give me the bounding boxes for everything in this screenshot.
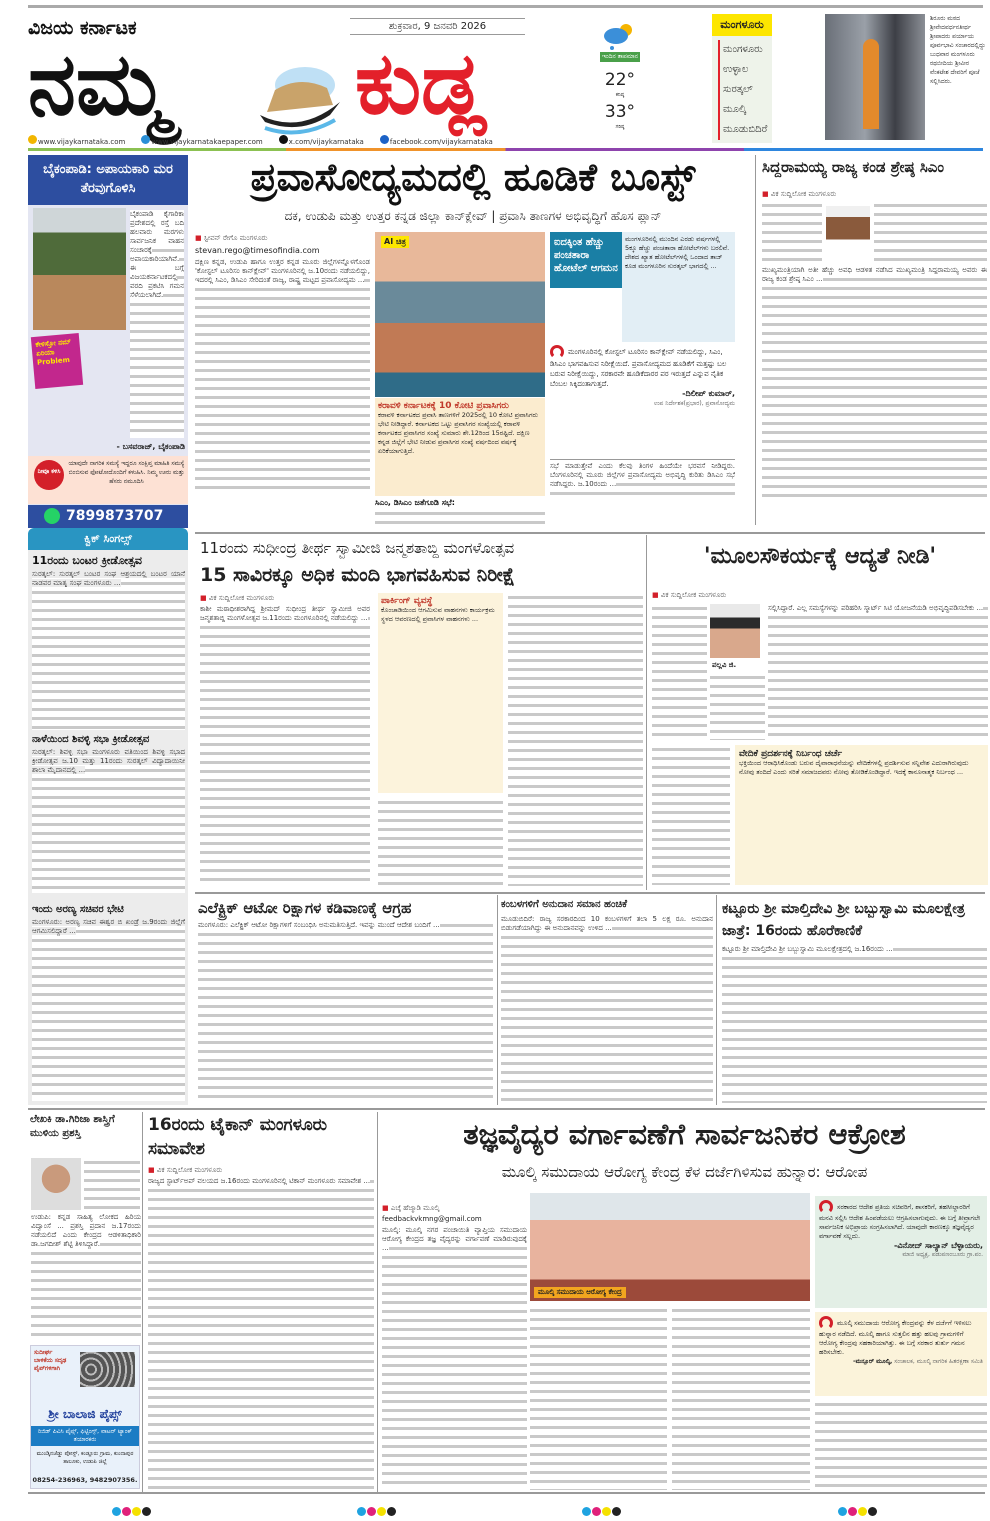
cm-body-right [874, 201, 987, 263]
brand-logo: ವಿಜಯ ಕರ್ನಾಟಕ [28, 17, 137, 39]
registration-marks [112, 1501, 152, 1520]
tourism-body-cont [375, 509, 545, 527]
kattooru-story [722, 898, 987, 1103]
infra-headline: 'ಮೂಲಸೌಕರ್ಯಕ್ಕೆ ಆದ್ಯತೆ ನೀಡಿ' [703, 544, 937, 569]
infra-body-left [652, 745, 730, 885]
divider [28, 1108, 985, 1110]
temple-photo-caption: ಶಿರೂರು ಮಠದ ಶ್ರೀವೇದವರ್ಧನತೀರ್ಥ ಶ್ರೀಪಾದರು ಪರ್ಯಾಯ ಪೂರ್ವಭಾವಿ ಸಂಚಾರದಲ್ಲಿದ್ದು ಬುಧವಾರ ಮಂಗಳೂರು ರಥಬೀದಿಯ ಶ್ರೀವೀರ ವೆಂಕಟೇಶ ದೇವರಿಗೆ ಪೂಜೆ ಸಲ್ಲಿಸಿದರು. [930, 15, 986, 85]
cm-byline: ■ ವಿಕ ಸುದ್ದಿಲೋಕ ಮಂಗಳೂರು [762, 189, 836, 199]
cm-photo [826, 206, 870, 262]
whatsapp-bar[interactable]: 7899873707 [28, 505, 188, 528]
quick-single-body: ಸುರತ್ಕಲ್: ಶಿವಳ್ಳಿ ಸಭಾ ಮಂಗಳೂರು ವತಿಯಿಂದ ಶಿವಳ್ಳಿ ಸಭಾದ ಕ್ರೀಡೋತ್ಸವ ಜ.10 ಮತ್ತು 11ರಂದು ಸುರತ್ಕಲ್ ವಿದ್ಯಾದಾಯಿನೀ ಶಾಲಾ ಮೈದಾನದಲ್ಲಿ ... [32, 748, 185, 893]
author-photo [31, 1158, 81, 1210]
social-links [28, 135, 493, 147]
doctors-body: ಮೂಲ್ಕಿ: ಮೂಲ್ಕಿ ನಗರ ಪಂಚಾಯಿತಿ ವ್ಯಾಪ್ತಿಯ ಸಮುದಾಯ ಆರೋಗ್ಯ ಕೇಂದ್ರದ ತಜ್ಞ ವೈದ್ಯರನ್ನು ವರ್ಗಾವಣೆ ಮಾಡಿರುವುದಕ್ಕೆ ... [382, 1226, 527, 1490]
hotel-box-title: ಐದಕ್ಕಿಂತ ಹೆಚ್ಚು ಪಂಚತಾರಾ ಹೋಟೆಲ್ ಆಗಮನ [550, 232, 622, 288]
complaint-body: ಬೈಕಂಪಾಡಿ ಕೈಗಾರಿಕಾ ಪ್ರದೇಶದಲ್ಲಿ ರಸ್ತೆ ಬದಿ ಹಲವಾರು ಮರಗಳು ಸಾರ್ವಜನಿಕ ವಾಹನ ಸಂಚಾರಕ್ಕೆ ಅಪಾಯಕಾರಿಯಾಗಿವೆ. ಈ ಬಗ್ಗೆ ವಿಜಯಕರ್ನಾಟಕದಲ್ಲಿ ವರದಿ ಪ್ರಕಟಿಸಿ ಗಮನ ಸೆಳೆಯಲಾಗಿದೆ. [130, 210, 184, 438]
ad-phone: 08254-236963, 9482907356. [32, 1476, 138, 1484]
caption-title: ಕರಾವಳಿ ಕರ್ನಾಟಕಕ್ಕೆ 10 ಕೋಟಿ ಪ್ರವಾಸಿಗರು [378, 401, 509, 411]
auto-body: ಮಂಗಳೂರು: ಎಲೆಕ್ಟ್ರಿಕ್ ಆಟೋ ರಿಕ್ಷಾಗಳಿಗೆ ಸಂಬಂಧಿಸಿ ಅನುಮತಿಸುತ್ತಿದೆ. ಇವನ್ನು ಮುಂದೆ ಆದೇಶ ಬಂದಿಗೆ ... [198, 921, 493, 1103]
date-line: ಶುಕ್ರವಾರ, 9 ಜನವರಿ 2026 [350, 18, 525, 35]
tourism-caption-box [375, 398, 545, 496]
quote-attribution [819, 1357, 983, 1366]
edition-place: ಮೂಡುಬಿದಿರೆ [718, 120, 772, 140]
x-link[interactable]: x.com/vijaykarnataka [279, 135, 364, 147]
caption-body: ಕರಾವಳಿ ಕರ್ನಾಟಕದ ಪ್ರವಾಸಿ ತಾಣಗಳಿಗೆ 2025ರಲ್ಲಿ 10 ಕೋಟಿ ಪ್ರವಾಸಿಗರು ಭೇಟಿ ನೀಡಿದ್ದಾರೆ. ಕರ್ನಾಟಕದ ಒಟ್ಟು ಪ್ರವಾಸಿಗರ ಸಂಖ್ಯೆಯಲ್ಲಿ ಕರಾವಳಿ ಕರ್ನಾಟಕದ ಪ್ರವಾಸಿಗರ ಸಂಖ್ಯೆ ಸುಮಾರು ಶೇ.12ರಿಂದ 15ರಷ್ಟಿದೆ. ದಕ್ಷಿಣ ಕನ್ನಡ ಜಿಲ್ಲೆಗೆ ಭೇಟಿ ನೀಡುವ ಪ್ರವಾಸಿಗರ ಸಂಖ್ಯೆ ವರ್ಷದಿಂದ ವರ್ಷಕ್ಕೆ ಏರಿಕೆಯಾಗುತ್ತಿದೆ. [378, 411, 538, 455]
rain-cloud-sun-icon [598, 20, 638, 50]
divider [497, 895, 498, 1105]
registration-marks [357, 1501, 397, 1520]
jubilee-body: ಕಾಶೀ ಮಠಾಧೀಶರಾಗಿದ್ದ ಶ್ರೀಮದ್ ಸುಧೀಂದ್ರ ತೀರ್ಥ ಸ್ವಾಮೀಜಿ ಅವರ ಜನ್ಮಶತಾಬ್ದಿ ಮಂಗಳೋತ್ಸವ ಜ.11ರಂದು ಮಂಗಳೂರಿನಲ್ಲಿ ನಡೆಯಲಿದ್ದು ... [200, 605, 370, 886]
jubilee-body-cont [378, 798, 503, 886]
coastal-ai-image [375, 232, 545, 397]
parking-body: ಕೊಂಚಾಡಿಯಿಂದ ಆಗಮಿಸುವ ವಾಹನಗಳು ಕಾರ್ಯಕ್ರಮ ಸ್ಥಳದ ಆವರಣದಲ್ಲಿ ಪ್ರವಾಸಿಗಳ ವಾಹನಗಳು ... [381, 606, 495, 623]
tourism-subsection: ಸಿಎಂ, ಡಿಸಿಎಂ ಜತೆಗೂಡಿ ಸಭೆ: [375, 498, 455, 507]
tourism-quote: ಮಂಗಳೂರಿನಲ್ಲಿ ಕೋಸ್ಟಲ್ ಟೂರಿಸಂ ಕಾನ್‌ಕ್ಲೇವ್ ನಡೆಯಲಿದ್ದು, ಸಿಎಂ, ಡಿಸಿಎಂ ಭಾಗವಹಿಸುವ ನಿರೀಕ್ಷೆಯಿದೆ. ಪ್ರವಾಸೋದ್ಯಮದ ಹೂಡಿಕೆಗೆ ಮತ್ತಷ್ಟು ಬಲ ಬರುವ ನಿರೀಕ್ಷೆಯಿದ್ದು, ಸರಕಾರವೇ ಹೂಡಿಕೆದಾರರ ಪರ ಇರುತ್ತದೆ ಎನ್ನುವ ನೈತಿಕ ಬೆಂಬಲ ಸಿಕ್ಕಿದಂತಾಗುತ್ತದೆ. -ದಿಲೀಪ್ ಕುಮಾರ್, ಉಪ ನಿರ್ದೇಶಕ(ಪ್ರಭಾರ), ಪ್ರವಾಸೋದ್ಯಮ [550, 345, 735, 409]
temp-min: 22° [604, 70, 636, 90]
quote-author: -ವಿನೋದ್ ಸಾಲ್ಯಾನ್ ಬೆಳ್ಳಾಯರು, [893, 1241, 983, 1250]
kambala-story [501, 898, 713, 1103]
doctors-email[interactable]: feedbackvkmng@gmail.com [382, 1215, 482, 1223]
divider [716, 895, 717, 1105]
quote-icon [550, 345, 564, 359]
tycon-body: ರಾಜ್ಯದ ಸ್ಟಾರ್ಟ್‌ಅಪ್ ವಲಯದ ಜ.16ರಂದು ಮಂಗಳೂರಿನಲ್ಲಿ ಟಿಕಾನ್ ಮಂಗಳೂರು ಸಮಾವೇಶ ... [148, 1177, 374, 1490]
temp-max: 33° [604, 102, 636, 122]
edition-place: ಉಳ್ಳಾಲ [718, 60, 772, 80]
quick-single-title: ನಾಳೆಯಿಂದ ಶಿವಳ್ಳಿ ಸಭಾ ಕ್ರೀಡೋತ್ಸವ [32, 734, 150, 745]
doctors-body-col3 [672, 1306, 810, 1490]
quote-icon [819, 1200, 833, 1214]
quick-single-title: 11ರಂದು ಬಂಟರ ಕ್ರೀಡೋತ್ಸವ [32, 554, 142, 567]
complaint-author: - ಬಸವರಾಜ್, ಬೈಕಂಪಾಡಿ [116, 442, 185, 451]
edition-place: ಮೂಲ್ಕಿ [718, 100, 772, 120]
temp-max-label: ಗರಿಷ್ಠ [615, 124, 625, 130]
edition-places [712, 36, 772, 143]
kattooru-body: ಕಟ್ಟೂರು ಶ್ರೀ ಮಾಲ್ತಿದೇವಿ ಶ್ರೀ ಬಬ್ಬುಸ್ವಾಮಿ ಮೂಲಕ್ಷೇತ್ರದಲ್ಲಿ ಜ.16ರಂದು ... [722, 945, 987, 1103]
epaper-link[interactable]: www.vijaykarnatakaepaper.com [141, 135, 262, 147]
registration-marks [582, 1501, 622, 1520]
jubilee-body-col3 [508, 593, 643, 886]
whatsapp-icon [44, 508, 60, 524]
divider [755, 155, 756, 525]
divider [142, 1112, 143, 1492]
infra-body-col2 [710, 673, 765, 740]
quote-author: -ದಿಲೀಪ್ ಕುಮಾರ್, [682, 389, 735, 398]
cm-headline: ಸಿದ್ದರಾಮಯ್ಯ ರಾಜ್ಯ ಕಂಡ ಶ್ರೇಷ್ಠ ಸಿಎಂ [762, 158, 945, 176]
cm-body-cont: ಮುಖ್ಯಮಂತ್ರಿಯಾಗಿ ಅತೀ ಹೆಚ್ಚು ಅವಧಿ ಆಡಳಿತ ನಡೆಸಿದ ಮುಖ್ಯಮಂತ್ರಿ ಸಿದ್ದರಾಮಯ್ಯ ಅವರು ಈ ರಾಜ್ಯ ಕಂಡ ಶ್ರೇಷ್ಠ ಸಿಎಂ ... [762, 266, 987, 500]
weather-label: ಇಂದಿನ ತಾಪಮಾನ [600, 52, 640, 62]
divider [646, 535, 647, 890]
color-rule [28, 148, 983, 151]
complaint-title: ಬೈಕಂಪಾಡಿ: ಅಪಾಯಕಾರಿ ಮರ ತೆರವುಗೊಳಿಸಿ [28, 155, 188, 205]
tycon-story [148, 1113, 374, 1490]
quick-singles-header: ಕ್ವಿಕ್ ಸಿಂಗಲ್ಸ್ [28, 528, 188, 550]
divider [550, 459, 735, 460]
tourism-email[interactable]: stevan.rego@timesofindia.com [195, 246, 320, 255]
quick-single-body: ಸುರತ್ಕಲ್: ಸುರತ್ಕಲ್ ಬಂಟರ ಸಂಘ ಆಶ್ರಯದಲ್ಲಿ ಬಂಟರ ಯಾನೆ ನಾಡವರ ಮಾತೃ ಸಂಘ ಮಂಗಳೂರು ... [32, 570, 185, 730]
quick-single-body: ಮಂಗಳೂರು: ಅರಣ್ಯ ಸಚಿವ ಈಶ್ವರ ಬಿ ಖಂಡ್ರೆ ಜ.9ರಂದು ಜಿಲ್ಲೆಗೆ ಆಗಮಿಸಲಿದ್ದಾರೆ ... [32, 918, 185, 1101]
infra-body-col3: ಸಲ್ಲಿಸಿದ್ದಾರೆ. ಎಲ್ಲ ಸಮಸ್ಯೆಗಳನ್ನು ಪರಿಹರಿಸಿ ಸ್ಮಾರ್ಟ್ ಸಿಟಿ ಯೋಜನೆಯಡಿ ಅಭಿವೃದ್ಧಿಪಡಿಸಬೇಕು ... [768, 604, 988, 739]
doctors-headline: ತಜ್ಞವೈದ್ಯರ ವರ್ಗಾವಣೆಗೆ ಸಾರ್ವಜನಿಕರ ಆಕ್ರೋಶ [463, 1117, 906, 1151]
parking-title: ಪಾರ್ಕಿಂಗ್ ವ್ಯವಸ್ಥೆ [381, 596, 433, 606]
quote-box: ಸರಕಾರದ ಆದೇಶ ಪ್ರತಿಯ ಸಚಿವರಿಗೆ, ಶಾಸಕರಿಗೆ, ತಹಸೀಲ್ದಾರರಿಗೆ ಮನವಿ ಸಲ್ಲಿಸಿ ಆದೇಶ ಹಿಂಪಡೆಯಲು ಆಗ್ರಹಿಸಲಾಗುವುದು. ಈ ಬಗ್ಗೆ ತೀವ್ರಾಗಲೇ ಸಾರ್ವಜನಿಕ ಅಭಿಪ್ರಾಯ ಸಂಗ್ರಹಿಸಲಾಗಿದೆ. ಯಾವುದೇ ಕಾರಣಕ್ಕೂ ತಜ್ಞವೈದ್ಯರ ವರ್ಗಾವಣೆ ಸಲ್ಲದು. -ವಿನೋದ್ ಸಾಲ್ಯಾನ್ ಬೆಳ್ಳಾಯರು, ಮಾಜಿ ಅಧ್ಯಕ್ಷ, ಪಡುಪಣಂಬೂರು ಗ್ರಾ.ಪಂ. [815, 1196, 987, 1308]
edition-label: ಮಂಗಳೂರು [712, 14, 772, 36]
quote-box: ಮೂಲ್ಕಿ ಸಮುದಾಯ ಆರೋಗ್ಯ ಕೇಂದ್ರವನ್ನು ಕೆಳ ದರ್ಜೆಗೆ ಇಳಿಸಲು ಹುನ್ನಾರ ನಡೆದಿದೆ. ಮೂಲ್ಕಿ ಹಾಗೂ ಸುತ್ತಲಿನ ಹತ್ತು ಹಲವು ಗ್ರಾಮಗಳಿಗೆ ಆರೋಗ್ಯ ಕೇಂದ್ರವು ಸಹಕಾರಿಯಾಗಿತ್ತು. ಈ ಬಗ್ಗೆ ಸರಕಾರ ತುರ್ತು ಗಮನ ಹರಿಸಬೇಕು. -ಮನ್ಸೂರ್ ಮೂಲ್ಕಿ, ಸಂಚಾಲಕ, ಮೂಲ್ಕಿ ನಾಗರಿಕ ಹಿತರಕ್ಷಣಾ ಸಮಿತಿ [815, 1312, 987, 1396]
ad-name: ಶ್ರೀ ಬಾಲಾಜಿ ಪೈಪ್ಸ್ [48, 1407, 122, 1421]
infra-byline: ■ ವಿಕ ಸುದ್ದಿಲೋಕ ಮಂಗಳೂರು [652, 590, 988, 600]
tycon-byline: ■ ವಿಕ ಸುದ್ದಿಲೋಕ ಮಂಗಳೂರು [148, 1165, 374, 1175]
kattooru-headline: ಕಟ್ಟೂರು ಶ್ರೀ ಮಾಲ್ತಿದೇವಿ ಶ್ರೀ ಬಬ್ಬುಸ್ವಾಮಿ ಮೂಲಕ್ಷೇತ್ರ ಜಾತ್ರೆ: 16ರಂದು ಹೊರೆಕಾಣಿಕೆ [722, 901, 965, 939]
kambala-headline: ಕಂಬಳಗಳಿಗೆ ಅನುದಾನ ಸಮಾನ ಹಂಚಿಕೆ [501, 899, 628, 910]
kambala-body: ಮೂಡುಬಿದಿರೆ: ರಾಜ್ಯ ಸರಕಾರದಿಂದ 10 ಕಂಬಳಗಳಿಗೆ ತಲಾ 5 ಲಕ್ಷ ರೂ. ಅನುದಾನ ಬಿಡುಗಡೆಯಾಗಿದ್ದು ಈ ಅನುದಾನವನ್ನು ಉಳಿದ ... [501, 915, 713, 1103]
cta-badge: ನೀವೂ ಕಳಿಸಿ [34, 460, 64, 490]
balaji-pipes-ad[interactable] [30, 1345, 140, 1489]
ad-address: ಮುಂಡ್ಕಿನಜೆಡ್ಡು ಪೋಸ್ಟ್, ಕಂಡ್ಲೂರು ಗ್ರಾಮ, ಕುಂದಾಪುರ ತಾಲೂಕು, ಉಡುಪಿ ಜಿಲ್ಲೆ [36, 1451, 134, 1465]
jubilee-kicker: 11ರಂದು ಸುಧೀಂದ್ರ ತೀರ್ಥ ಸ್ವಾಮೀಜಿ ಜನ್ಮಶತಾಬ್ದಿ ಮಂಗಳೋತ್ಸವ [200, 539, 515, 557]
divider [195, 892, 985, 894]
divider [377, 1112, 378, 1492]
quick-single-title: ಇಂದು ಅರಣ್ಯ ಸಚಿವರ ಭೇಟಿ [32, 904, 124, 915]
tourism-body: ದಕ್ಷಿಣ ಕನ್ನಡ, ಉಡುಪಿ ಹಾಗೂ ಉತ್ತರ ಕನ್ನಡ ಮೂರು ಜಿಲ್ಲೆಗಳನ್ನೊಳಗೊಂಡ 'ಕೋಸ್ಟಲ್ ಟೂರಿಸಂ ಕಾನ್‌ಕ್ಲೇವ್' ಮಂಗಳೂರಿನಲ್ಲಿ ಜ.10ರಂದು ನಡೆಯಲಿದ್ದು, ಇದರಲ್ಲಿ ಸಿಎಂ, ಡಿಸಿಎಂ ಸೇರಿದಂತೆ ರಾಜ್ಯ, ರಾಷ್ಟ್ರ ಮಟ್ಟದ ಪ್ರವಾಸೋದ್ಯಮ ... [195, 258, 370, 490]
divider [28, 1492, 985, 1494]
tourism-tail: ಸಭೆ ಮಾಡುತ್ತೇವೆ ಎಂದು ಕೆಲವು ತಿಂಗಳ ಹಿಂದೆಯೇ ಭರವಸೆ ನೀಡಿದ್ದರು. ಬೆಂಗಳೂರಿನಲ್ಲಿ ಮೂರು ಜಿಲ್ಲೆಗಳ ಪ್ರವಾಸೋದ್ಯಮ ಅಭಿವೃದ್ಧಿ ಕುರಿತು ಡಿಸಿಎಂ ಸಭೆ ನಡೆಸಿದ್ದರು. ಜ.10ರಂದು ... [550, 462, 735, 498]
quote-role: ಸಂಚಾಲಕ, ಮೂಲ್ಕಿ ನಾಗರಿಕ ಹಿತರಕ್ಷಣಾ ಸಮಿತಿ [894, 1358, 983, 1365]
infra-photo-caption: ಪಲ್ಲವಿ ಜಿ. [712, 661, 737, 669]
infra-photo [710, 604, 760, 658]
ai-image-tag: AI ಚಿತ್ರ [381, 236, 409, 248]
award-body [84, 1158, 140, 1210]
photo-caption: ಮೂಲ್ಕಿ ಸಮುದಾಯ ಆರೋಗ್ಯ ಕೇಂದ್ರ [534, 1287, 626, 1298]
tycon-headline: 16ರಂದು ಟೈಕಾನ್ ಮಂಗಳೂರು ಸಮಾವೇಶ [148, 1115, 328, 1159]
tree-photo [33, 208, 126, 330]
temp-min-label: ಕನಿಷ್ಠ [615, 92, 625, 98]
doctors-body-col4 [815, 1400, 987, 1490]
edition-place: ಸುರತ್ಕಲ್ [718, 80, 772, 100]
edition-place: ಮಂಗಳೂರು [718, 40, 772, 60]
facebook-link[interactable]: facebook.com/vijaykarnataka [380, 135, 493, 147]
award-headline: ಲೇಖಕಿ ಡಾ.ಗಿರಿಜಾ ಶಾಸ್ತ್ರಿಗೆ ಮುಳಿಯ ಪ್ರಶಸ್ತಿ [30, 1114, 115, 1139]
quote-role: ಉಪ ನಿರ್ದೇಶಕ(ಪ್ರಭಾರ), ಪ್ರವಾಸೋದ್ಯಮ [653, 400, 735, 407]
quote-author: -ಮನ್ಸೂರ್ ಮೂಲ್ಕಿ, [852, 1358, 893, 1365]
infra-body [652, 604, 707, 739]
tourism-headline: ಪ್ರವಾಸೋದ್ಯಮದಲ್ಲಿ ಹೂಡಿಕೆ ಬೂಸ್ಟ್ [250, 155, 696, 199]
registration-marks [838, 1501, 878, 1520]
quick-single [32, 554, 185, 730]
ad-products: ರಿಜಿಡ್ ಪಿವಿಸಿ ಪೈಪ್ಸ್, ಫಿಟ್ಟಿಂಗ್ಸ್, ವಾಟರ್ ಟ್ಯಾಂಕ್ ತಯಾರಕರು [31, 1426, 139, 1446]
tourism-byline: ■ ಸ್ಟೀವನ್ ರೇಗೊ ಮಂಗಳೂರು [195, 233, 267, 243]
temple-photo [825, 14, 925, 140]
stage-box-body: ಭಕ್ತಿಯಿಂದ ಆರಾಧಿಸಿಕೊಂಡು ಬರುವ ದೈವಾರಾಧನೆಯನ್ನು ವೇದಿಕೆಗಳಲ್ಲಿ ಪ್ರದರ್ಶಿಸುವ ಸನ್ನಿವೇಶ ಎದುರಾಗಿರುವುದು ನೋವು ತಂದಿದೆ ಎಂದು ಸರಿತೆ ಸಮಾಜದವರು ನೋವು ತೋಡಿಕೊಂಡಿದ್ದಾರೆ. ಇದಕ್ಕೆ ಕಾನೂನಾತ್ಮಕ ನಿರ್ಬಂಧ ... [739, 759, 969, 776]
pipes-icon [80, 1352, 135, 1387]
problem-badge: ಕೇಳಿಸ್ತೋ ನಮ್ ಏರಿಯಾ Problem [31, 333, 83, 389]
globe-icon-link[interactable]: www.vijaykarnataka.com [28, 135, 125, 147]
stage-box-title: ವೇದಿಕೆ ಪ್ರದರ್ಶನಕ್ಕೆ ನಿರ್ಬಂಧ ಚರ್ಚೆ [739, 749, 843, 759]
masthead-title-right: ಕುಡ್ಲ [355, 34, 487, 134]
auto-headline: ಎಲೆಕ್ಟ್ರಿಕ್ ಆಟೋ ರಿಕ್ಷಾಗಳ ಕಡಿವಾಣಕ್ಕೆ ಆಗ್ರಹ [198, 899, 412, 917]
houseboat-icon [245, 60, 350, 140]
doctors-body-col2 [530, 1306, 667, 1490]
auto-story [198, 898, 493, 1103]
top-rule [28, 5, 983, 8]
masthead-title-left: ನಮ್ಮ [28, 35, 170, 135]
cm-body [762, 201, 822, 261]
divider [195, 532, 985, 534]
hotel-box-body: ಮಂಗಳೂರಿನಲ್ಲಿ ಮುಂದಿನ ಎರಡು ವರ್ಷಗಳಲ್ಲಿ 5ಕ್ಕೂ ಹೆಚ್ಚು ಪಂಚತಾರಾ ಹೋಟೆಲ್‌ಗಳು ಬರಲಿವೆ. ದೇಶದ ಖ್ಯಾತ ಹೋಟೆಲ್‌ಗಳಲ್ಲಿ ಒಂದಾದ ತಾಜ್ ಕೂಡ ಮಂಗಳೂರಿನ ಸುರತ್ಕಲ್ ಭಾಗದಲ್ಲಿ ... [622, 232, 735, 342]
parking-box [378, 593, 503, 793]
ad-tagline: ಸುದೀರ್ಘ ಬಾಳಿಕೆಯ ಸದೃಢ ಪೈಪ್‌ಗಳಿಗಾಗಿ [34, 1349, 67, 1372]
quick-single [32, 903, 185, 1101]
jubilee-headline: 15 ಸಾವಿರಕ್ಕೂ ಅಧಿಕ ಮಂದಿ ಭಾಗವಹಿಸುವ ನಿರೀಕ್ಷೆ [200, 564, 516, 586]
quote-icon [819, 1316, 833, 1330]
doctors-subhead: ಮೂಲ್ಕಿ ಸಮುದಾಯ ಆರೋಗ್ಯ ಕೇಂದ್ರ ಕೆಳ ದರ್ಜೆಗಿಳಿಸುವ ಹುನ್ನಾರ: ಆರೋಪ [501, 1163, 868, 1181]
doctors-byline: ■ ಎಚ್ಕೆ ಹೆಜ್ಮಾಡಿ ಮೂಲ್ಕಿ [382, 1203, 439, 1213]
tourism-subhead: ದಕ, ಉಡುಪಿ ಮತ್ತು ಉತ್ತರ ಕನ್ನಡ ಜಿಲ್ಲಾ ಕಾನ್‌ಕ್ಲೇವ್ | ಪ್ರವಾಸಿ ತಾಣಗಳ ಅಭಿವೃದ್ಧಿಗೆ ಹೊಸ ಪ್ಲಾನ್ [284, 209, 662, 223]
jubilee-byline: ■ ವಿಕ ಸುದ್ದಿಲೋಕ ಮಂಗಳೂರು [200, 593, 274, 603]
quote-role: ಮಾಜಿ ಅಧ್ಯಕ್ಷ, ಪಡುಪಣಂಬೂರು ಗ್ರಾ.ಪಂ. [902, 1251, 983, 1258]
cta-text: ಯಾವುದೇ ನಾಗರಿಕ ಸಮಸ್ಯೆ ಇದ್ದರೂ ಸಂಕ್ಷಿಪ್ತ ಮಾಹಿತಿ ಸಮಸ್ಯೆ ಬಿಂಬಿಸುವ ಫೋಟೋದೊಂದಿಗೆ ಕಳುಹಿಸಿ. ನಿಮ್ಮ ಊರು ಮತ್ತು ಹೆಸರು ನಮೂದಿಸಿ [68, 460, 185, 485]
stage-box [735, 745, 988, 885]
health-centre-photo [530, 1193, 810, 1301]
award-body-cont: ಉಡುಪಿ: ಕನ್ನಡ ಸಾಹಿತ್ಯ ಲೋಕದ ಹಿರಿಯ ವಿದ್ವಾಂಸೆ ... ಪ್ರಶಸ್ತಿ ಪ್ರದಾನ ಜ.17ರಂದು ನಡೆಯಲಿದೆ ಎಂದು ಕೇಂದ್ರದ ಆಡಳಿತಾಧಿಕಾರಿ ಡಾ.ಜಗದೀಶ್ ಶೆಟ್ಟಿ ತಿಳಿಸಿದ್ದಾರೆ. [31, 1213, 141, 1340]
quick-single [32, 733, 185, 893]
